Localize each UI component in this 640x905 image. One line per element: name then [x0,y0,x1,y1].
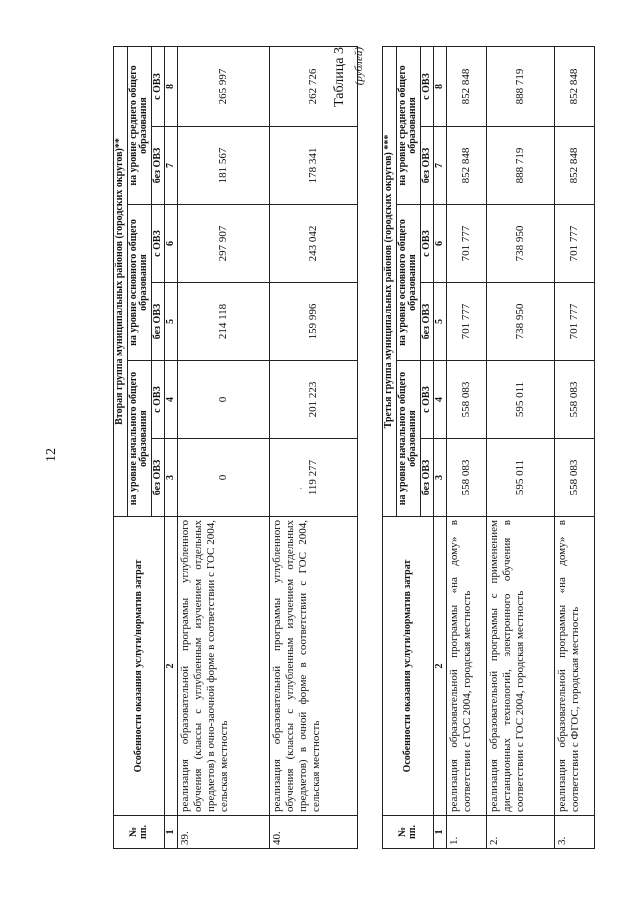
cell-value: 181 567 [177,127,269,205]
column-number: 4 [165,361,178,439]
column-number: 1 [165,816,178,849]
header-bez-ovz: без ОВЗ [420,127,434,205]
cell-value: 558 083 [554,439,594,517]
scan-mark: · [296,487,306,490]
cell-value: 558 083 [554,361,594,439]
header-level-primary: на уровне начального общего образования [127,361,151,517]
header-s-ovz: с ОВЗ [151,205,165,283]
header-features: Особенности оказания услуги/норматив затрат [114,517,165,816]
column-number: 7 [165,127,178,205]
table-row [446,46,486,848]
page-number: 12 [44,448,59,462]
cell-value: 119 277 [269,439,357,517]
column-number: 8 [165,47,178,127]
row-number: 3. [554,816,594,849]
header-group: Третья группа муниципальных районов (городских округов) *** [383,46,397,516]
column-number: 3 [434,439,447,517]
cell-value: 888 719 [486,46,554,126]
column-number: 2 [434,517,447,816]
header-bez-ovz: без ОВЗ [151,283,165,361]
row-description: реализация образовательной программы углубленного обучения (классы с углубленным изучением отдельных предметов) в очно-заочной форме в соответствии с ГОС 2004, сельская местность [177,517,269,816]
cell-value: 262 726 [269,47,357,127]
cell-value: 297 907 [177,205,269,283]
cell-value: 159 996 [269,283,357,361]
cell-value: 738 950 [486,205,554,283]
cell-value: 214 118 [177,283,269,361]
column-number: 3 [165,439,178,517]
row-description: реализация образовательной программы с применением дистанционных технологий, электронного обучения в соответствии с ГОС 2004, городская местность [486,517,554,816]
column-number: 1 [434,816,447,849]
column-number: 2 [165,517,178,816]
cell-value: 701 777 [554,283,594,361]
header-s-ovz: с ОВЗ [420,361,434,439]
cell-value: 595 011 [486,439,554,517]
cell-value: 701 777 [554,205,594,283]
cell-value: 852 848 [446,46,486,126]
row-number: 1. [446,816,486,849]
cell-value: 201 223 [269,361,357,439]
table-row [486,46,554,848]
table-third-group [382,46,595,849]
header-s-ovz: с ОВЗ [420,205,434,283]
cell-value: 738 950 [486,283,554,361]
column-number: 8 [434,46,447,126]
cell-value: 701 777 [446,205,486,283]
header-level-primary: на уровне начального общего образования [396,361,420,517]
cell-value: 0 [177,361,269,439]
cell-value: 888 719 [486,127,554,205]
header-s-ovz: с ОВЗ [151,47,165,127]
header-bez-ovz: без ОВЗ [151,439,165,517]
header-level-secondary: на уровне среднего общего образования [396,46,420,204]
cell-value: 0 [177,439,269,517]
table-unit: (рублей) [353,47,365,86]
header-bez-ovz: без ОВЗ [420,439,434,517]
column-number: 7 [434,127,447,205]
cell-value: 178 341 [269,127,357,205]
table-label: Таблица 3 [332,47,347,107]
row-description: реализация образовательной программы «на дому» в соответствии с ФГОС, городская местность [554,517,594,816]
cell-value: 595 011 [486,361,554,439]
header-group: Вторая группа муниципальных районов (городских округов)** [114,47,128,517]
cell-value: 701 777 [446,283,486,361]
column-number: 6 [165,205,178,283]
column-number-row [165,47,178,849]
table-row [554,46,594,848]
header-num: № пп. [383,816,434,849]
header-level-basic: на уровне основного общего образования [396,205,420,361]
row-description: реализация образовательной программы «на дому» в соответствии с ГОС 2004, городская местность [446,517,486,816]
cell-value: 558 083 [446,439,486,517]
cell-value: 852 848 [446,127,486,205]
header-s-ovz: с ОВЗ [151,361,165,439]
row-number: 2. [486,816,554,849]
column-number: 5 [434,283,447,361]
header-s-ovz: с ОВЗ [420,46,434,126]
header-num: № пп. [114,816,165,849]
cell-value: 852 848 [554,127,594,205]
header-features: Особенности оказания услуги/норматив затрат [383,517,434,816]
table-row [177,47,269,849]
header-bez-ovz: без ОВЗ [420,283,434,361]
header-level-basic: на уровне основного общего образования [127,205,151,361]
header-level-secondary: на уровне среднего общего образования [127,47,151,205]
cell-value: 558 083 [446,361,486,439]
header-bez-ovz: без ОВЗ [151,127,165,205]
column-number: 6 [434,205,447,283]
column-number: 5 [165,283,178,361]
row-number: 39. [177,816,269,849]
row-description: реализация образовательной программы углубленного обучения (классы с углубленным изучением отдельных предметов) в очной форме в соответствии с ГОС 2004, сельская местность [269,517,357,816]
row-number: 40. [269,816,357,849]
cell-value: 265 997 [177,47,269,127]
cell-value: 852 848 [554,46,594,126]
column-number-row [434,46,447,848]
column-number: 4 [434,361,447,439]
cell-value: 243 042 [269,205,357,283]
table-second-group [113,46,358,849]
